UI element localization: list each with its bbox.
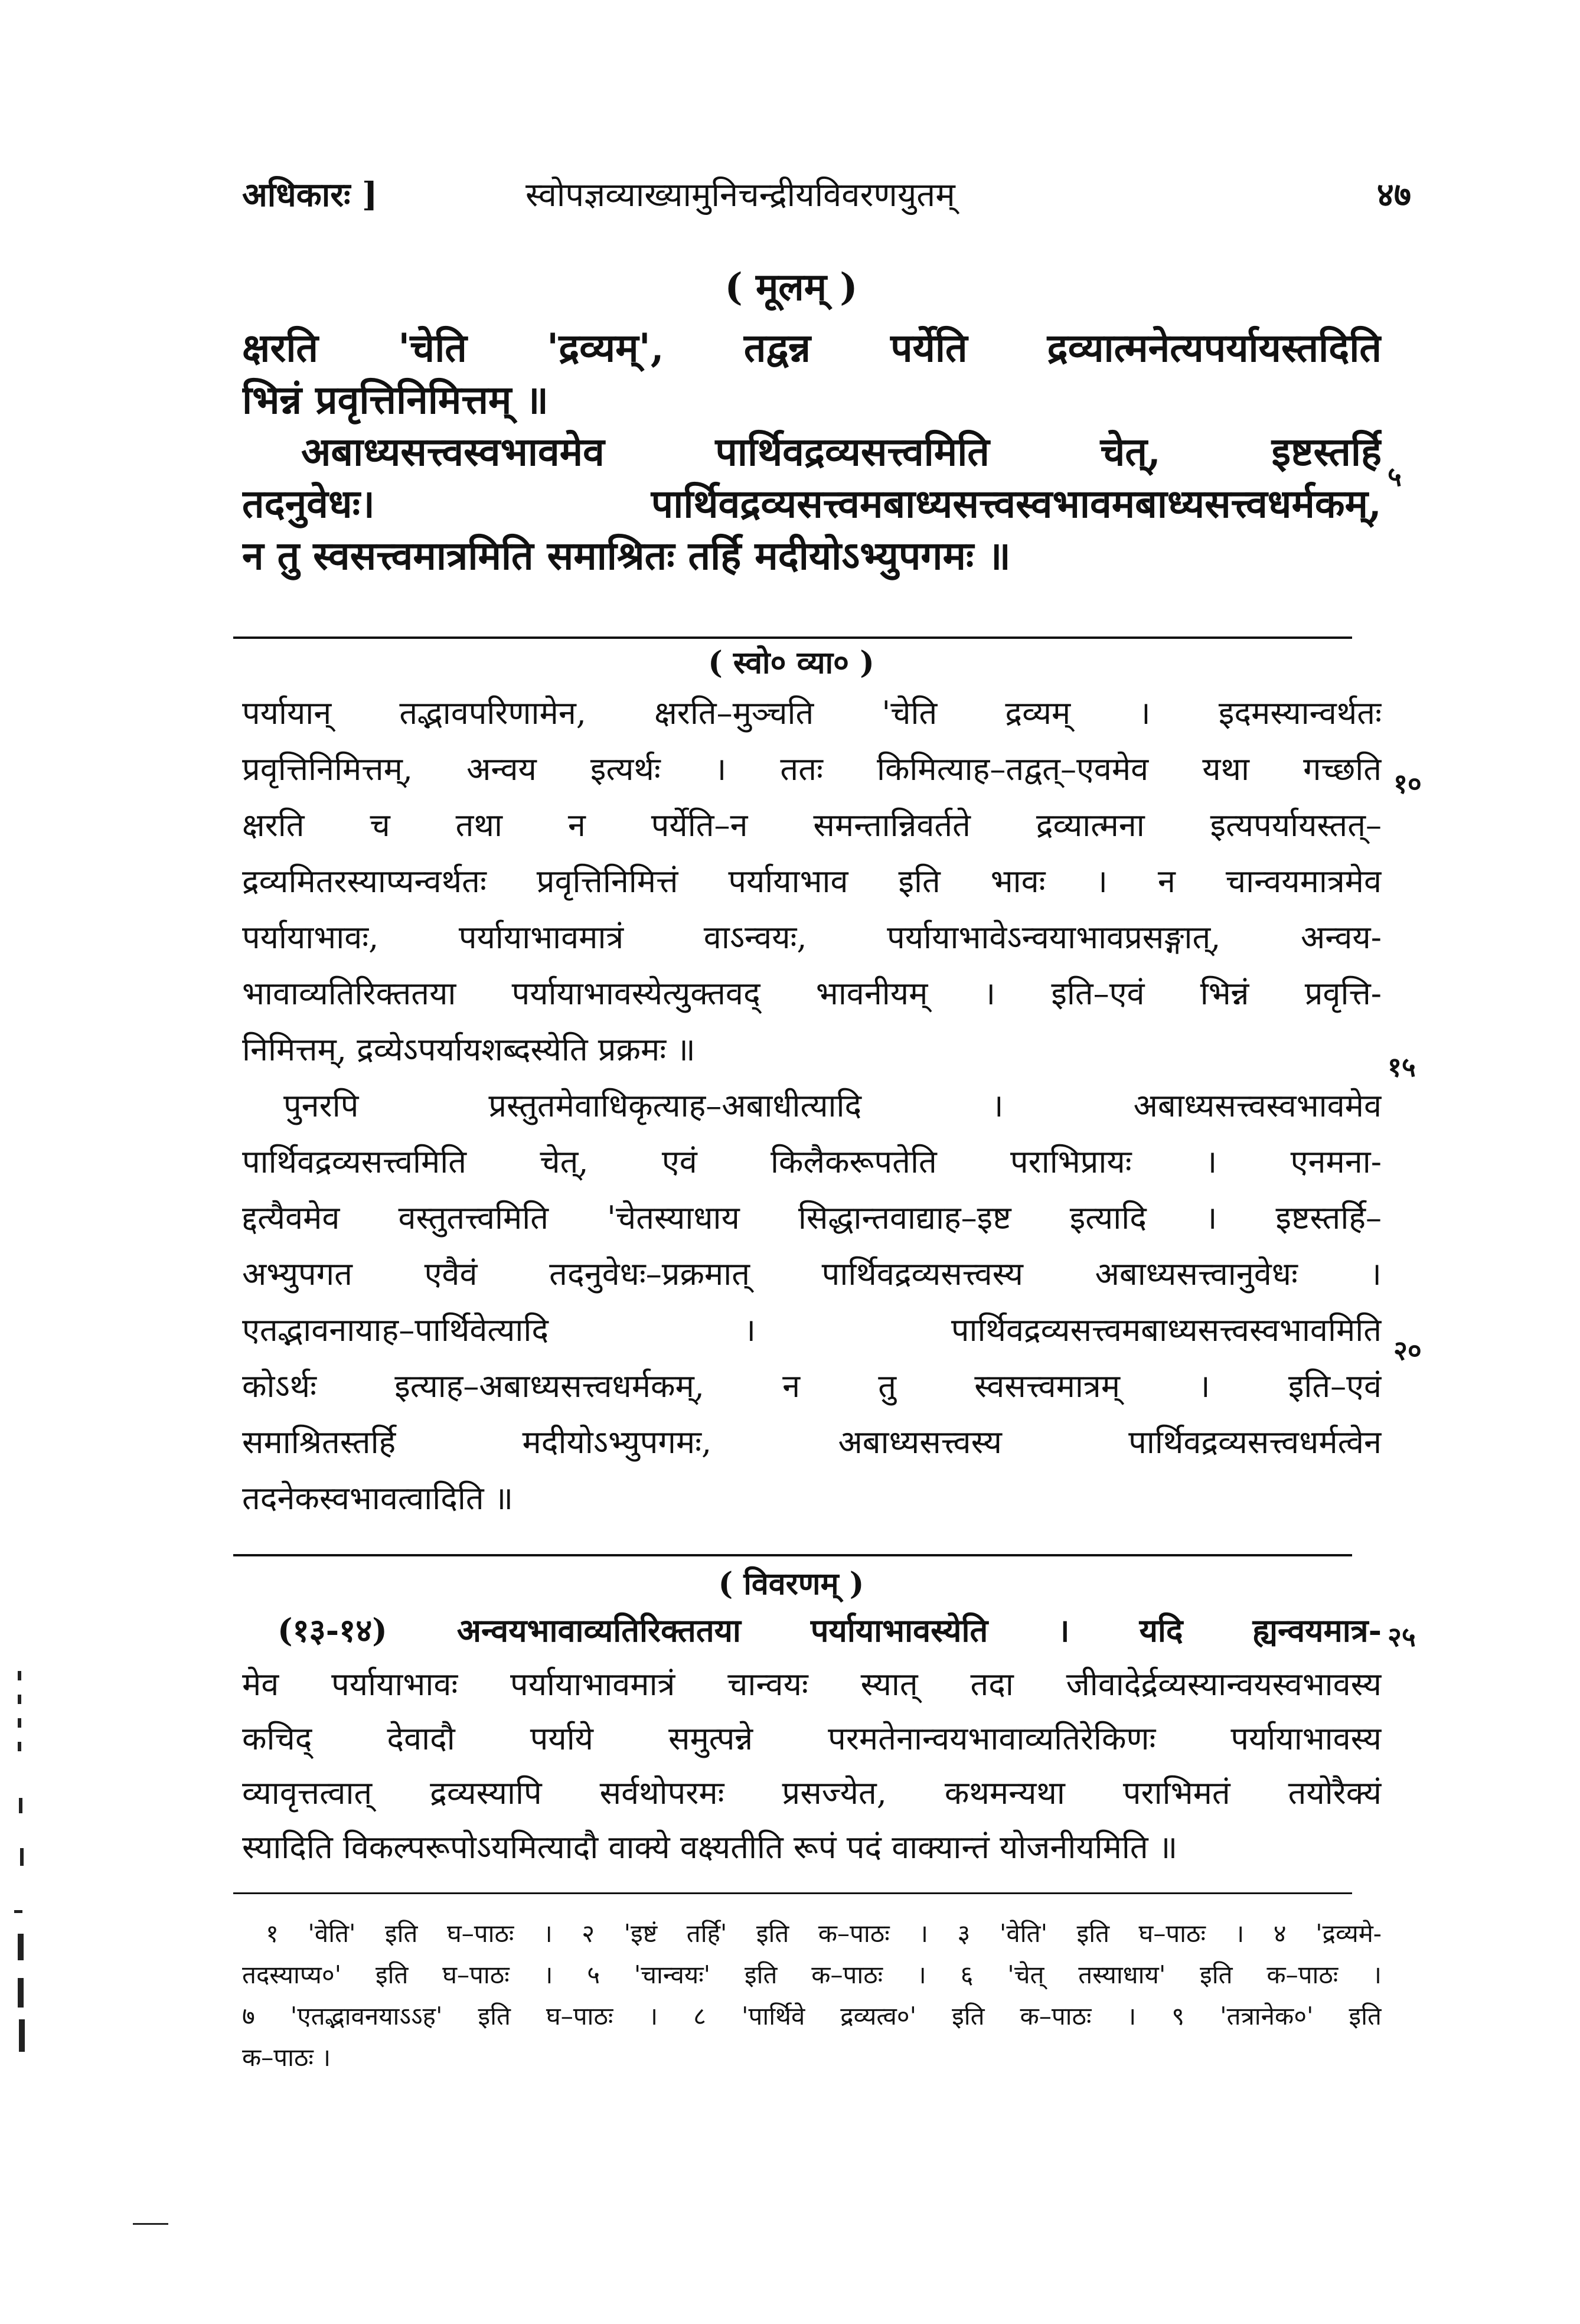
book-title: स्वोपज्ञव्याख्यामुनिचन्द्रीयविवरणयुतम् [525,176,955,214]
scan-artifact [18,1742,21,1751]
section-divider [233,1554,1352,1556]
commentary-line: पर्यायान् तद्भावपरिणामेन, क्षरति–मुञ्चति 'चेति द्रव्यम् । इदमस्यान्वर्थतः [242,694,1382,732]
commentary-line: भावाव्यतिरिक्ततया पर्यायाभावस्येत्युक्तवद् भावनीयम् । इति–एवं भिन्नं प्रवृत्ति- [242,975,1382,1012]
scan-artifact [18,1978,24,2008]
scan-artifact [133,2223,168,2225]
commentary-line: समाश्रितस्तर्हि मदीयोऽभ्युपगमः, अबाध्यसत्त्वस्य पार्थिवद्रव्यसत्त्वधर्मत्वेन [242,1424,1382,1461]
commentary-line: प्रवृत्तिनिमित्तम्, अन्वय इत्यर्थः । ततः किमित्याह–तद्वत्–एवमेव यथा गच्छति [242,750,1382,788]
mula-line: तदनुवेधः। पार्थिवद्रव्यसत्त्वमबाध्यसत्त्वस्वभावमबाध्यसत्त्वधर्मकम्, [242,481,1382,527]
commentary-heading: ( स्वो० व्या० ) [708,645,874,681]
mula-line: भिन्नं प्रवृत्तिनिमित्तम् ॥ [242,377,549,423]
scan-artifact [18,1671,21,1680]
commentary-line: द्रव्यमितरस्याप्यन्वर्थतः प्रवृत्तिनिमित्तं पर्यायाभाव इति भावः । न चान्वयमात्रमेव [242,863,1382,900]
footnote-line: ७ 'एतद्भावनयाऽऽह' इति घ–पाठः । ८ 'पार्थिवे द्रव्यत्व०' इति क–पाठः । ९ 'तत्रानेक०' इति [242,2002,1382,2031]
scan-artifact [19,2019,25,2052]
commentary-line: पर्यायाभावः, पर्यायाभावमात्रं वाऽन्वयः, पर्यायाभावेऽन्वयाभावप्रसङ्गात्, अन्वय- [242,919,1382,956]
vivarana-line: कचिद् देवादौ पर्याये समुत्पन्ने परमतेनान्वयभावाव्यतिरेकिणः पर्यायाभावस्य [242,1720,1382,1757]
vivarana-line: (१३-१४) अन्वयभावाव्यतिरिक्ततया पर्यायाभावस्येति । यदि ह्यन्वयमात्र- [278,1611,1382,1649]
scan-artifact [20,1848,24,1866]
scan-artifact [19,1798,22,1813]
running-header [242,165,1411,230]
vivarana-line: मेव पर्यायाभावः पर्यायाभावमात्रं चान्वयः स्यात् तदा जीवादेर्द्रव्यस्यान्वयस्वभावस्य [242,1666,1382,1703]
vivarana-line: स्यादिति विकल्परूपोऽयमित्यादौ वाक्ये वक्ष्यतीति रूपं पदं वाक्यान्तं योजनीयमिति ॥ [242,1829,1178,1866]
vivarana-heading: ( विवरणम् ) [718,1566,864,1602]
scan-artifact [18,1718,21,1728]
line-number: २५ [1388,1621,1416,1653]
vivarana-line: व्यावृत्तत्वात् द्रव्यस्यापि सर्वथोपरमः प्रसज्येत, कथमन्यथा पराभिमतं तयोरैक्यं [242,1774,1382,1811]
scan-artifact [18,1934,24,1960]
page-number: ४७ [1376,175,1411,214]
commentary-line: पुनरपि प्रस्तुतमेवाधिकृत्याह–अबाधीत्यादि । अबाध्यसत्त्वस्वभावमेव [283,1087,1382,1124]
scan-artifact [14,1910,22,1913]
footnote-line: क–पाठः । [242,2043,331,2072]
footnote-divider [233,1892,1352,1894]
commentary-line: अभ्युपगत एवैवं तदनुवेधः–प्रक्रमात् पार्थिवद्रव्यसत्त्वस्य अबाध्यसत्त्वानुवेधः । [242,1255,1382,1292]
line-number: ५ [1388,461,1402,492]
mula-heading: ( मूलम् ) [724,265,858,309]
footnotes [242,1913,1382,2078]
commentary-line: द्दत्यैवमेव वस्तुतत्त्वमिति 'चेतस्याधाय सिद्धान्तवाद्याह–इष्ट इत्यादि । इष्टस्तर्हि– [242,1199,1382,1236]
commentary-line: क्षरति च तथा न पर्येति–न समन्तान्निवर्तते द्रव्यात्मना इत्यपर्यायस्तत्– [242,807,1382,844]
footnote-line: तदस्याप्य०' इति घ–पाठः । ५ 'चान्वयः' इति क–पाठः । ६ 'चेत् तस्याधाय' इति क–पाठः । [242,1960,1382,1989]
commentary-line: पार्थिवद्रव्यसत्त्वमिति चेत्, एवं किलैकरूपतेति पराभिप्रायः । एनमना- [242,1143,1382,1180]
mula-line: अबाध्यसत्त्वस्वभावमेव पार्थिवद्रव्यसत्त्वमिति चेत्, इष्टस्तर्हि [301,429,1382,475]
mula-line: न तु स्वसत्त्वमात्रमिति समाश्रितः तर्हि मदीयोऽभ्युपगमः ॥ [242,533,1011,579]
footnote-line: १ 'वेति' इति घ–पाठः । २ 'इष्टं तर्हि' इति क–पाठः । ३ 'वेति' इति घ–पाठः । ४ 'द्रव्यमे- [266,1919,1382,1948]
commentary-text [242,685,1382,1526]
commentary-line: तदनेकस्वभावत्वादिति ॥ [242,1480,514,1517]
mula-line: क्षरति 'चेति 'द्रव्यम्', तद्वन्न पर्येति द्रव्यात्मनेत्यपर्यायस्तदिति [242,325,1382,371]
line-number: १५ [1388,1051,1416,1083]
commentary-line: कोऽर्थः इत्याह–अबाध्यसत्त्वधर्मकम्, न तु स्वसत्त्वमात्रम् । इति–एवं [242,1367,1382,1405]
commentary-line: निमित्तम्, द्रव्येऽपर्यायशब्दस्येति प्रक्रमः ॥ [242,1031,696,1068]
line-number: २० [1393,1334,1422,1366]
section-divider [233,637,1352,639]
commentary-line: एतद्भावनायाह–पार्थिवेत्यादि । पार्थिवद्रव्यसत्त्वमबाध्यसत्त्वस्वभावमिति [242,1311,1382,1349]
mula-text [242,322,1382,582]
line-number: १० [1393,768,1422,799]
vivarana-text [242,1603,1382,1875]
chapter-label: अधिकारः ] [242,175,378,214]
scan-artifact [18,1695,21,1704]
